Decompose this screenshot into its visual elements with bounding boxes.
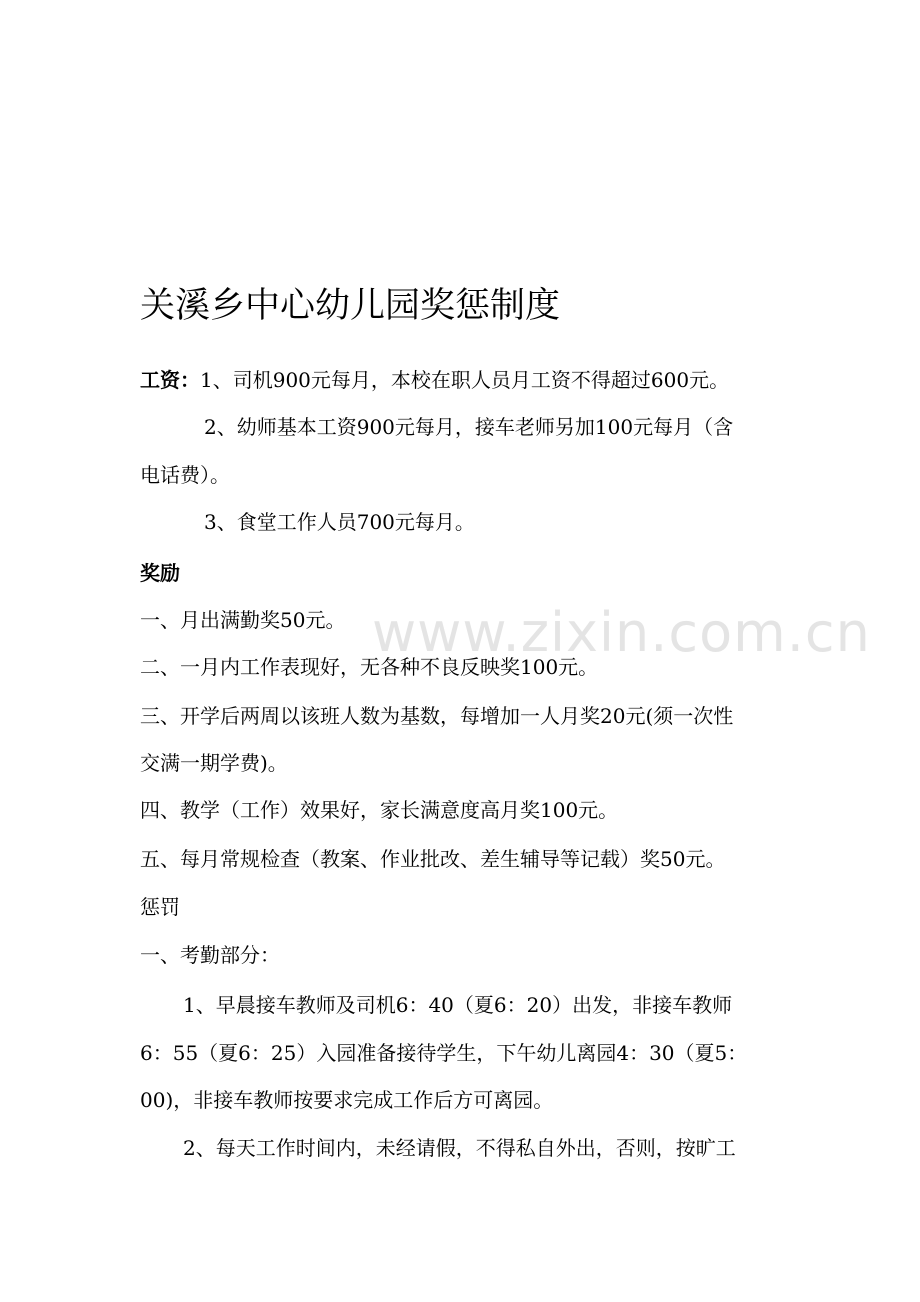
salary-item-3: 3、食堂工作人员700元每月。 [204, 510, 475, 534]
document-title: 关溪乡中心幼儿园奖惩制度 [140, 286, 561, 326]
salary-item-2-line-1: 2、幼师基本工资900元每月，接车老师另加100元每月（含 [204, 415, 734, 439]
penalty-rule-2-line-1: 2、每天工作时间内，未经请假，不得私自外出，否则，按旷工 [183, 1136, 736, 1160]
reward-item-5: 五、每月常规检查（教案、作业批改、差生辅导等记载）奖50元。 [140, 847, 726, 871]
penalty-rule-1-line-1: 1、早晨接车教师及司机6：40（夏6：20）出发，非接车教师 [183, 993, 733, 1017]
penalty-section-1: 一、考勤部分： [140, 943, 280, 967]
reward-item-2: 二、一月内工作表现好，无各种不良反映奖100元。 [140, 655, 599, 679]
reward-item-4: 四、教学（工作）效果好，家长满意度高月奖100元。 [140, 798, 619, 822]
salary-label: 工资： [140, 368, 200, 392]
reward-item-3-line-2: 交满一期学费)。 [140, 751, 288, 775]
salary-item-1 [140, 366, 729, 394]
penalty-rule-1-line-2: 6：55（夏6：25）入园准备接待学生，下午幼儿离园4：30（夏5： [140, 1041, 748, 1065]
reward-item-3-line-1: 三、开学后两周以该班人数为基数，每增加一人月奖20元(须一次性 [140, 704, 734, 728]
penalties-heading: 惩罚 [140, 895, 180, 919]
salary-item-2-line-2: 电话费）。 [140, 463, 230, 487]
watermark: www.zixin.com.cn [372, 601, 871, 664]
penalty-rule-1-line-3: 00)，非接车教师按要求完成工作后方可离园。 [140, 1088, 554, 1112]
reward-item-1: 一、月出满勤奖50元。 [140, 608, 346, 632]
rewards-heading: 奖励 [140, 561, 180, 585]
salary-item-1-text: 1、司机900元每月，本校在职人员月工资不得超过600元。 [200, 368, 730, 392]
